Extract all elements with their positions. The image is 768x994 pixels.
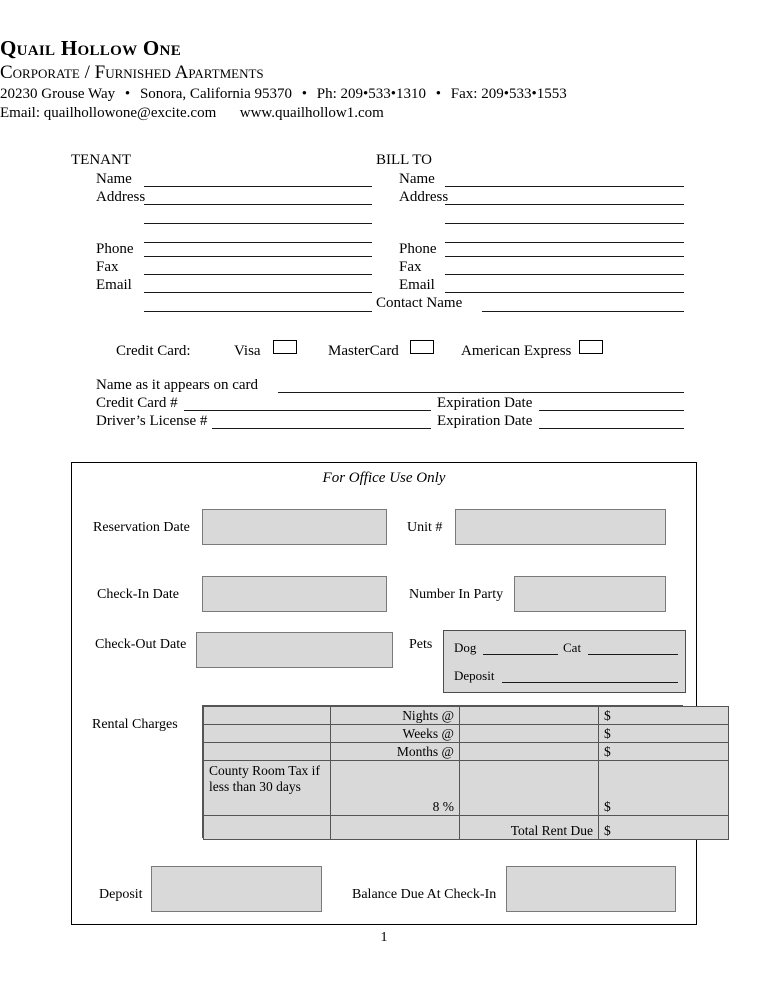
- pets-dog-label: Dog: [454, 640, 477, 655]
- bill-to-contact-name-label: Contact Name: [376, 295, 463, 311]
- weeks-label-cell: Weeks @: [331, 725, 460, 743]
- bill-to-address-input-3[interactable]: [445, 242, 684, 243]
- pets-label: Pets: [409, 637, 433, 652]
- check-in-date-field[interactable]: [202, 576, 387, 612]
- reservation-date-field[interactable]: [202, 509, 387, 545]
- unit-number-field[interactable]: [455, 509, 666, 545]
- pets-dog-input[interactable]: [483, 654, 558, 655]
- tenant-address-input-1[interactable]: [144, 204, 372, 205]
- bullet-separator-2: •: [301, 86, 308, 102]
- drivers-license-label: Driver’s License #: [96, 413, 208, 429]
- phone-number: Ph: 209•533•1310: [316, 86, 427, 102]
- visa-checkbox[interactable]: [273, 340, 297, 354]
- table-row: [204, 743, 729, 761]
- deposit-label: Deposit: [99, 887, 143, 902]
- pets-deposit-input[interactable]: [502, 682, 678, 683]
- table-row: [204, 761, 729, 816]
- tenant-address-input-2[interactable]: [144, 223, 372, 224]
- bill-to-name-label: Name: [399, 171, 435, 187]
- license-expiration-label: Expiration Date: [437, 413, 533, 429]
- check-out-date-field[interactable]: [196, 632, 393, 668]
- mastercard-label: MasterCard: [328, 343, 399, 359]
- tenant-name-label: Name: [96, 171, 132, 187]
- nights-desc-cell[interactable]: [204, 707, 331, 725]
- weeks-amount-cell[interactable]: $: [599, 725, 729, 743]
- total-rent-due-label-cell: Total Rent Due: [460, 816, 599, 840]
- amex-checkbox[interactable]: [579, 340, 603, 354]
- nights-amount-cell[interactable]: $: [599, 707, 729, 725]
- email-address: Email: quailhollowone@excite.com: [0, 105, 217, 121]
- page-number: 1: [380, 930, 388, 945]
- bill-to-fax-input[interactable]: [445, 274, 684, 275]
- county-room-tax-blank-cell[interactable]: [460, 761, 599, 816]
- pets-cat-label: Cat: [563, 640, 582, 655]
- bill-to-heading: BILL TO: [376, 152, 432, 168]
- fax-number: Fax: 209•533•1553: [450, 86, 567, 102]
- rental-charges-table-wrap: [202, 705, 683, 838]
- check-out-date-label: Check-Out Date: [95, 637, 187, 652]
- tenant-fax-label: Fax: [96, 259, 119, 275]
- total-blank-cell-1: [204, 816, 331, 840]
- tenant-address-label: Address: [96, 189, 146, 205]
- tenant-email-input[interactable]: [144, 292, 372, 293]
- balance-due-field[interactable]: [506, 866, 676, 912]
- pets-deposit-label: Deposit: [454, 668, 495, 683]
- county-room-tax-amount-cell[interactable]: $: [599, 761, 729, 816]
- table-row: [204, 725, 729, 743]
- tenant-email-label: Email: [96, 277, 132, 293]
- nights-label-cell: Nights @: [331, 707, 460, 725]
- card-expiration-input[interactable]: [539, 410, 684, 411]
- bill-to-phone-input[interactable]: [445, 256, 684, 257]
- bullet-separator-1: •: [124, 86, 131, 102]
- balance-due-label: Balance Due At Check-In: [352, 887, 497, 902]
- bill-to-phone-label: Phone: [399, 241, 437, 257]
- bill-to-contact-name-input[interactable]: [482, 311, 684, 312]
- deposit-field[interactable]: [151, 866, 322, 912]
- tenant-phone-label: Phone: [96, 241, 134, 257]
- city-state-zip: Sonora, California 95370: [139, 86, 292, 102]
- number-in-party-label: Number In Party: [409, 587, 504, 602]
- card-expiration-label: Expiration Date: [437, 395, 533, 411]
- website-url: www.quailhollow1.com: [239, 105, 384, 121]
- number-in-party-field[interactable]: [514, 576, 666, 612]
- bullet-separator-3: •: [435, 86, 442, 102]
- credit-card-number-input[interactable]: [184, 410, 431, 411]
- tenant-name-input[interactable]: [144, 186, 372, 187]
- nights-rate-cell[interactable]: [460, 707, 599, 725]
- mastercard-checkbox[interactable]: [410, 340, 434, 354]
- tenant-phone-input[interactable]: [144, 256, 372, 257]
- months-desc-cell[interactable]: [204, 743, 331, 761]
- unit-number-label: Unit #: [407, 520, 443, 535]
- bill-to-email-input[interactable]: [445, 292, 684, 293]
- check-in-date-label: Check-In Date: [97, 587, 180, 602]
- months-rate-cell[interactable]: [460, 743, 599, 761]
- months-label-cell: Months @: [331, 743, 460, 761]
- table-row: [204, 816, 729, 840]
- street-address: 20230 Grouse Way: [0, 86, 116, 102]
- pets-cat-input[interactable]: [588, 654, 678, 655]
- tenant-fax-input[interactable]: [144, 274, 372, 275]
- name-on-card-label: Name as it appears on card: [96, 377, 259, 393]
- bill-to-address-label: Address: [399, 189, 449, 205]
- credit-card-number-label: Credit Card #: [96, 395, 178, 411]
- weeks-rate-cell[interactable]: [460, 725, 599, 743]
- visa-label: Visa: [234, 343, 261, 359]
- tenant-extra-input[interactable]: [144, 311, 372, 312]
- office-use-title: For Office Use Only: [322, 470, 446, 486]
- amex-label: American Express: [461, 343, 572, 359]
- bill-to-name-input[interactable]: [445, 186, 684, 187]
- county-room-tax-label-cell: County Room Tax if less than 30 days: [204, 761, 331, 816]
- total-blank-cell-2: [331, 816, 460, 840]
- bill-to-address-input-1[interactable]: [445, 204, 684, 205]
- contact-line-email: [0, 105, 768, 122]
- company-title: Quail Hollow One: [0, 36, 181, 60]
- bill-to-address-input-2[interactable]: [445, 223, 684, 224]
- name-on-card-input[interactable]: [278, 392, 684, 393]
- bill-to-email-label: Email: [399, 277, 435, 293]
- reservation-date-label: Reservation Date: [93, 520, 190, 535]
- company-subtitle: Corporate / Furnished Apartments: [0, 62, 264, 83]
- credit-card-prompt: Credit Card:: [116, 343, 191, 359]
- total-rent-due-amount-cell[interactable]: $: [599, 816, 729, 840]
- contact-line-address: [0, 86, 768, 103]
- rental-charges-table: [203, 706, 729, 840]
- weeks-desc-cell[interactable]: [204, 725, 331, 743]
- rental-charges-label: Rental Charges: [92, 717, 178, 732]
- drivers-license-input[interactable]: [212, 428, 431, 429]
- months-amount-cell[interactable]: $: [599, 743, 729, 761]
- table-row: [204, 707, 729, 725]
- bill-to-fax-label: Fax: [399, 259, 422, 275]
- tenant-heading: TENANT: [71, 152, 131, 168]
- county-room-tax-rate-cell: 8 %: [331, 761, 460, 816]
- tenant-address-input-3[interactable]: [144, 242, 372, 243]
- license-expiration-input[interactable]: [539, 428, 684, 429]
